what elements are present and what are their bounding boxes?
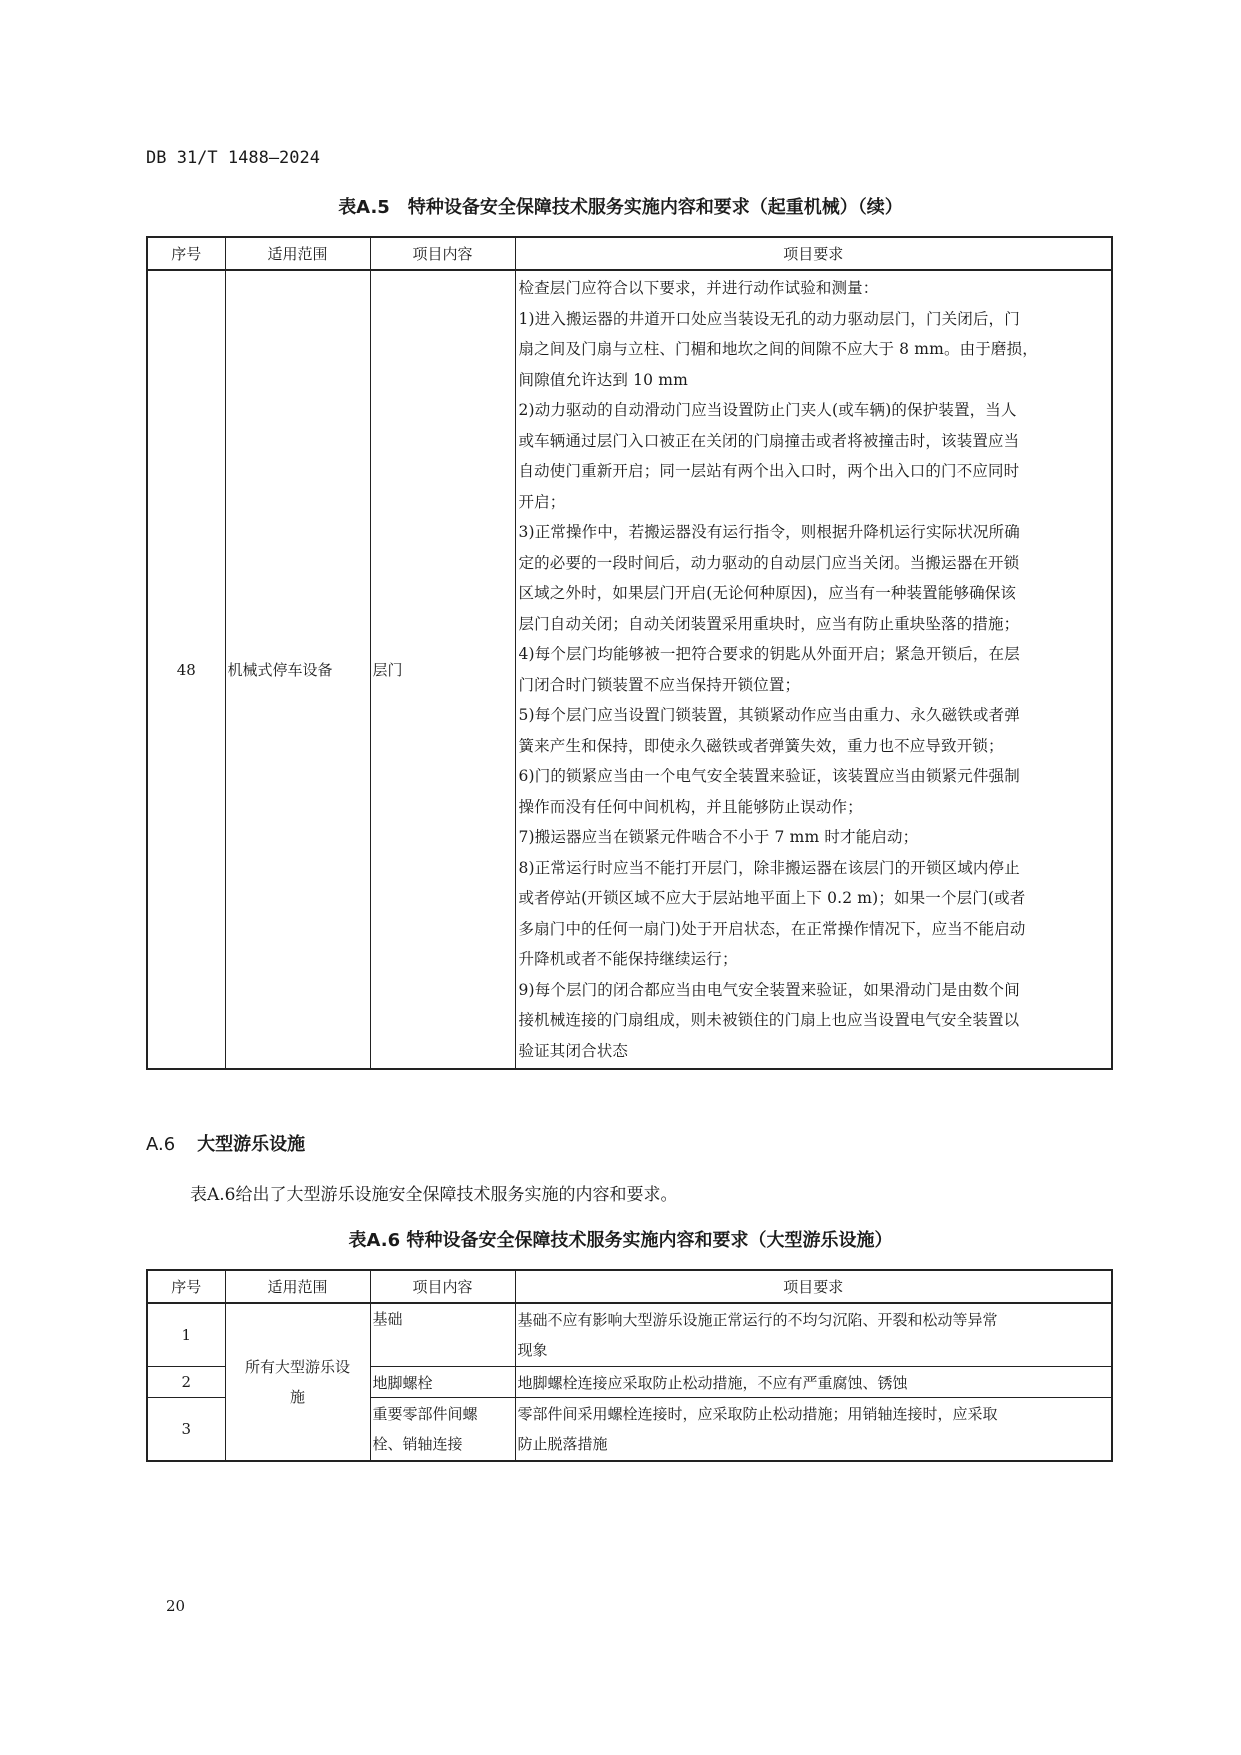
table-a6-caption: 表A.6 特种设备安全保障技术服务实施内容和要求（大型游乐设施）: [348, 1230, 893, 1251]
requirement-line: 8)正常运行时应当不能打开层门，除非搬运器在该层门的开锁区域内停止: [518, 858, 1020, 877]
requirement-line: 或车辆通过层门入口被正在关闭的门扇撞击或者将被撞击时，该装置应当: [518, 431, 1020, 450]
row-item: [370, 1398, 515, 1462]
column-header-item: 项目内容: [370, 237, 515, 270]
table-a6: [146, 1269, 1113, 1462]
requirement-line: 现象: [517, 1341, 548, 1359]
column-header-scope: 适用范围: [225, 1270, 370, 1303]
row-requirement: [515, 1398, 1112, 1462]
table-a5-header-row: [147, 237, 1112, 270]
table-a5-caption: 表A.5 特种设备安全保障技术服务实施内容和要求（起重机械）（续）: [338, 197, 903, 218]
row-number: 48: [147, 270, 225, 1069]
column-header-item: 项目内容: [370, 1270, 515, 1303]
column-header-no: 序号: [147, 1270, 225, 1303]
row-item: 地脚螺栓: [370, 1367, 515, 1398]
requirement-line: 自动使门重新开启；同一层站有两个出入口时，两个出入口的门不应同时: [518, 462, 1020, 480]
requirement-line: 2)动力驱动的自动滑动门应当设置防止门夹人(或车辆)的保护装置，当人: [518, 401, 1017, 419]
row-number: 2: [147, 1367, 225, 1398]
column-header-no: 序号: [147, 237, 225, 270]
requirement-line: 多扇门中的任何一扇门)处于开启状态，在正常操作情况下，应当不能启动: [518, 919, 1026, 938]
requirement-line: 4)每个层门均能够被一把符合要求的钥匙从外面开启；紧急开锁后，在层: [518, 645, 1020, 663]
row-number: 3: [147, 1398, 225, 1462]
row-requirement: [515, 270, 1112, 1069]
requirement-line: 防止脱落措施: [517, 1435, 608, 1453]
document-id: DB 31/T 1488—2024: [146, 148, 320, 168]
requirement-line: 7)搬运器应当在锁紧元件啮合不小于 7 mm 时才能启动；: [518, 828, 919, 846]
column-header-requirement: 项目要求: [515, 1270, 1112, 1303]
requirement-line: 区域之外时，如果层门开启(无论何种原因)，应当有一种装置能够确保该: [518, 584, 1017, 602]
scope-line: 施: [289, 1388, 305, 1406]
requirement-line: 层门自动关闭；自动关闭装置采用重块时，应当有防止重块坠落的措施；: [518, 614, 1020, 633]
requirement-line: 间隙值允许达到 10 mm: [518, 370, 688, 389]
section-heading: [146, 1130, 305, 1156]
requirement-line: 开启；: [518, 492, 566, 511]
row-item: 层门: [370, 270, 515, 1069]
section-title: 大型游乐设施: [197, 1134, 306, 1155]
section-number: A.6: [146, 1134, 176, 1155]
requirement-line: 定的必要的一段时间后，动力驱动的自动层门应当关闭。当搬运器在开锁: [518, 553, 1020, 572]
row-number: 1: [147, 1303, 225, 1367]
requirement-line: 3)正常操作中，若搬运器没有运行指令，则根据升降机运行实际状况所确: [518, 523, 1020, 541]
row-scope: 机械式停车设备: [225, 270, 370, 1069]
requirement-line: 5)每个层门应当设置门锁装置，其锁紧动作应当由重力、永久磁铁或者弹: [518, 706, 1020, 724]
requirement-line: 1)进入搬运器的井道开口处应当装设无孔的动力驱动层门，门关闭后，门: [518, 309, 1020, 328]
requirement-line: 簧来产生和保持，即使永久磁铁或者弹簧失效，重力也不应导致开锁；: [518, 736, 1004, 755]
item-line: 栓、销轴连接: [372, 1435, 463, 1453]
requirement-line: 基础不应有影响大型游乐设施正常运行的不均匀沉陷、开裂和松动等异常: [517, 1311, 998, 1329]
scope-line: 所有大型游乐设: [244, 1358, 350, 1376]
table-a6-header-row: [147, 1270, 1112, 1303]
table-a5: [146, 236, 1113, 1070]
table-row: [147, 270, 1112, 1069]
requirement-line: 扇之间及门扇与立柱、门楣和地坎之间的间隙不应大于 8 mm。由于磨损，: [518, 340, 1038, 358]
column-header-requirement: 项目要求: [515, 237, 1112, 270]
requirement-line: 验证其闭合状态: [518, 1041, 629, 1060]
item-line: 重要零部件间螺: [372, 1405, 478, 1423]
row-requirement: 地脚螺栓连接应采取防止松动措施，不应有严重腐蚀、锈蚀: [515, 1367, 1112, 1398]
table-row: [147, 1303, 1112, 1367]
page-number: 20: [166, 1597, 186, 1615]
section-intro: 表A.6给出了大型游乐设施安全保障技术服务实施的内容和要求。: [190, 1185, 678, 1205]
requirement-line: 检查层门应符合以下要求，并进行动作试验和测量：: [518, 279, 879, 297]
row-requirement: [515, 1303, 1112, 1367]
requirement-line: 门闭合时门锁装置不应当保持开锁位置；: [518, 675, 801, 694]
requirement-line: 9)每个层门的闭合都应当由电气安全装置来验证，如果滑动门是由数个间: [518, 980, 1020, 999]
requirement-line: 升降机或者不能保持继续运行；: [518, 950, 738, 968]
requirement-line: 零部件间采用螺栓连接时，应采取防止松动措施；用销轴连接时，应采取: [517, 1405, 998, 1423]
requirement-line: 接机械连接的门扇组成，则未被锁住的门扇上也应当设置电气安全装置以: [518, 1011, 1020, 1029]
requirement-line: 6)门的锁紧应当由一个电气安全装置来验证，该装置应当由锁紧元件强制: [518, 767, 1020, 785]
row-item: 基础: [370, 1303, 515, 1367]
requirement-line: 或者停站(开锁区域不应大于层站地平面上下 0.2 m)；如果一个层门(或者: [518, 889, 1026, 907]
requirement-line: 操作而没有任何中间机构，并且能够防止误动作；: [518, 797, 863, 816]
row-scope: [225, 1303, 370, 1461]
column-header-scope: 适用范围: [225, 237, 370, 270]
